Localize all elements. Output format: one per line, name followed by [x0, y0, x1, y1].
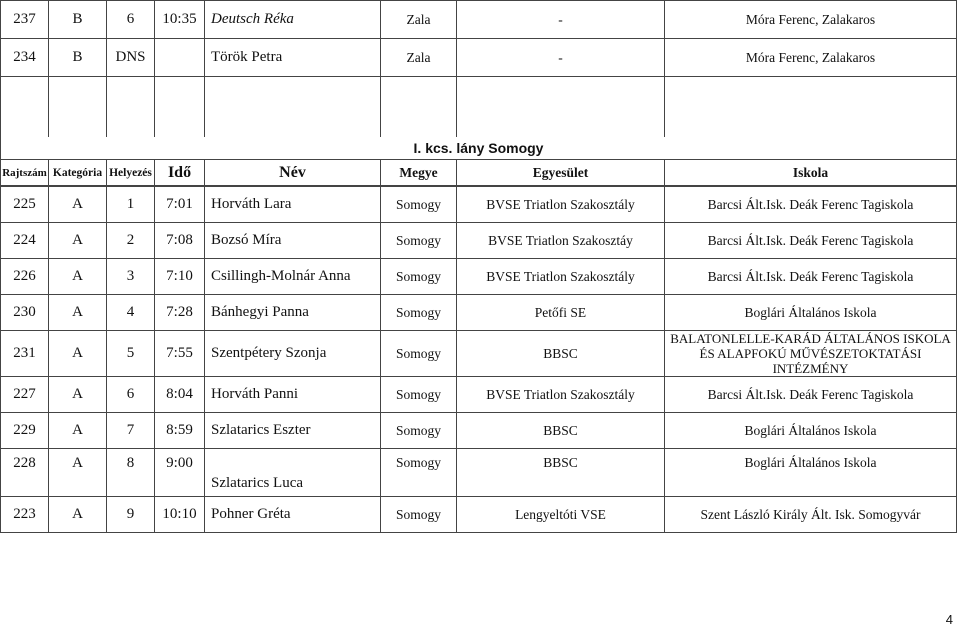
- cell-ido: 9:00: [155, 449, 205, 497]
- cell-egyesulet: BVSE Triatlon Szakosztály: [457, 259, 665, 295]
- cell-ido: 7:08: [155, 223, 205, 259]
- cell-nev: Csillingh-Molnár Anna: [205, 259, 381, 295]
- header-egyesulet: Egyesület: [457, 160, 665, 186]
- cell-kategoria: A: [49, 223, 107, 259]
- cell-iskola: BALATONLELLE-KARÁD ÁLTALÁNOS ISKOLA ÉS ALAPFOKÚ MŰVÉSZETOKTATÁSI INTÉZMÉNY: [665, 331, 957, 377]
- cell-kategoria: A: [49, 413, 107, 449]
- cell-rajtszam: 228: [1, 449, 49, 497]
- cell-egyesulet: BBSC: [457, 331, 665, 377]
- cell-megye: Somogy: [381, 295, 457, 331]
- table-row: [1, 39, 957, 77]
- cell-egyesulet: BBSC: [457, 413, 665, 449]
- cell-helyezes: 6: [107, 1, 155, 39]
- cell-rajtszam: 234: [1, 39, 49, 77]
- cell-ido: 8:04: [155, 377, 205, 413]
- cell-iskola: Barcsi Ált.Isk. Deák Ferenc Tagiskola: [665, 377, 957, 413]
- page-number: 4: [945, 612, 953, 627]
- cell-helyezes: 1: [107, 187, 155, 223]
- table-row: [1, 223, 957, 259]
- section-title-row: [1, 137, 957, 160]
- cell-ido: [155, 39, 205, 77]
- cell-kategoria: A: [49, 377, 107, 413]
- cell-helyezes: 4: [107, 295, 155, 331]
- cell-nev: Bozsó Míra: [205, 223, 381, 259]
- cell-helyezes: 2: [107, 223, 155, 259]
- cell-iskola: Boglári Általános Iskola: [665, 413, 957, 449]
- cell-ido: 10:35: [155, 1, 205, 39]
- cell-nev: Bánhegyi Panna: [205, 295, 381, 331]
- cell-iskola: Barcsi Ált.Isk. Deák Ferenc Tagiskola: [665, 223, 957, 259]
- cell-kategoria: A: [49, 259, 107, 295]
- cell-megye: Somogy: [381, 259, 457, 295]
- cell-rajtszam: 227: [1, 377, 49, 413]
- cell-egyesulet: Petőfi SE: [457, 295, 665, 331]
- cell-ido: 10:10: [155, 497, 205, 533]
- table-row: [1, 187, 957, 223]
- cell-iskola: Boglári Általános Iskola: [665, 295, 957, 331]
- cell-nev: Török Petra: [205, 39, 381, 77]
- cell-iskola: Barcsi Ált.Isk. Deák Ferenc Tagiskola: [665, 187, 957, 223]
- cell-egyesulet: Lengyeltóti VSE: [457, 497, 665, 533]
- header-iskola: Iskola: [665, 160, 957, 186]
- cell-kategoria: B: [49, 39, 107, 77]
- cell-megye: Somogy: [381, 449, 457, 497]
- cell-nev: Szlatarics Eszter: [205, 413, 381, 449]
- table-row: [1, 413, 957, 449]
- cell-kategoria: A: [49, 449, 107, 497]
- cell-iskola: Móra Ferenc, Zalakaros: [665, 1, 957, 39]
- spacer-row: [1, 77, 957, 138]
- table-row: [1, 377, 957, 413]
- cell-nev: Horváth Lara: [205, 187, 381, 223]
- cell-kategoria: A: [49, 187, 107, 223]
- results-table: [0, 186, 957, 533]
- cell-ido: 7:28: [155, 295, 205, 331]
- cell-helyezes: 7: [107, 413, 155, 449]
- header-kategoria: Kategória: [49, 160, 107, 186]
- cell-rajtszam: 231: [1, 331, 49, 377]
- cell-rajtszam: 237: [1, 1, 49, 39]
- cell-ido: 7:55: [155, 331, 205, 377]
- cell-egyesulet: BVSE Triatlon Szakosztály: [457, 187, 665, 223]
- results-table-top: [0, 0, 957, 186]
- cell-ido: 8:59: [155, 413, 205, 449]
- cell-egyesulet: -: [457, 39, 665, 77]
- table-row: [1, 449, 957, 497]
- cell-ido: 7:10: [155, 259, 205, 295]
- header-megye: Megye: [381, 160, 457, 186]
- cell-nev: Szlatarics Luca: [205, 449, 381, 497]
- cell-nev: Horváth Panni: [205, 377, 381, 413]
- cell-helyezes: 3: [107, 259, 155, 295]
- header-helyezes: Helyezés: [107, 160, 155, 186]
- cell-iskola: Móra Ferenc, Zalakaros: [665, 39, 957, 77]
- cell-rajtszam: 224: [1, 223, 49, 259]
- cell-kategoria: A: [49, 331, 107, 377]
- table-row: [1, 331, 957, 377]
- cell-ido: 7:01: [155, 187, 205, 223]
- cell-megye: Somogy: [381, 413, 457, 449]
- table-row: [1, 259, 957, 295]
- header-nev: Név: [205, 160, 381, 186]
- cell-helyezes: 5: [107, 331, 155, 377]
- cell-nev: Pohner Gréta: [205, 497, 381, 533]
- cell-egyesulet: BVSE Triatlon Szakosztáy: [457, 223, 665, 259]
- cell-helyezes: 9: [107, 497, 155, 533]
- cell-nev: Szentpétery Szonja: [205, 331, 381, 377]
- cell-megye: Somogy: [381, 497, 457, 533]
- cell-kategoria: A: [49, 295, 107, 331]
- section-title: I. kcs. lány Somogy: [1, 137, 957, 160]
- cell-iskola: Szent László Király Ált. Isk. Somogyvár: [665, 497, 957, 533]
- cell-rajtszam: 230: [1, 295, 49, 331]
- cell-helyezes: 6: [107, 377, 155, 413]
- header-row: [1, 160, 957, 186]
- cell-nev: Deutsch Réka: [205, 1, 381, 39]
- table-row: [1, 1, 957, 39]
- cell-rajtszam: 223: [1, 497, 49, 533]
- cell-megye: Somogy: [381, 223, 457, 259]
- cell-megye: Somogy: [381, 187, 457, 223]
- header-rajtszam: Rajtszám: [1, 160, 49, 186]
- cell-megye: Somogy: [381, 377, 457, 413]
- cell-rajtszam: 225: [1, 187, 49, 223]
- header-ido: Idő: [155, 160, 205, 186]
- cell-egyesulet: BBSC: [457, 449, 665, 497]
- cell-egyesulet: BVSE Triatlon Szakosztály: [457, 377, 665, 413]
- table-row: [1, 497, 957, 533]
- cell-egyesulet: -: [457, 1, 665, 39]
- cell-kategoria: B: [49, 1, 107, 39]
- cell-rajtszam: 226: [1, 259, 49, 295]
- cell-kategoria: A: [49, 497, 107, 533]
- cell-iskola: Boglári Általános Iskola: [665, 449, 957, 497]
- cell-helyezes: 8: [107, 449, 155, 497]
- cell-megye: Zala: [381, 1, 457, 39]
- table-row: [1, 295, 957, 331]
- cell-helyezes: DNS: [107, 39, 155, 77]
- cell-rajtszam: 229: [1, 413, 49, 449]
- cell-megye: Somogy: [381, 331, 457, 377]
- cell-megye: Zala: [381, 39, 457, 77]
- cell-iskola: Barcsi Ált.Isk. Deák Ferenc Tagiskola: [665, 259, 957, 295]
